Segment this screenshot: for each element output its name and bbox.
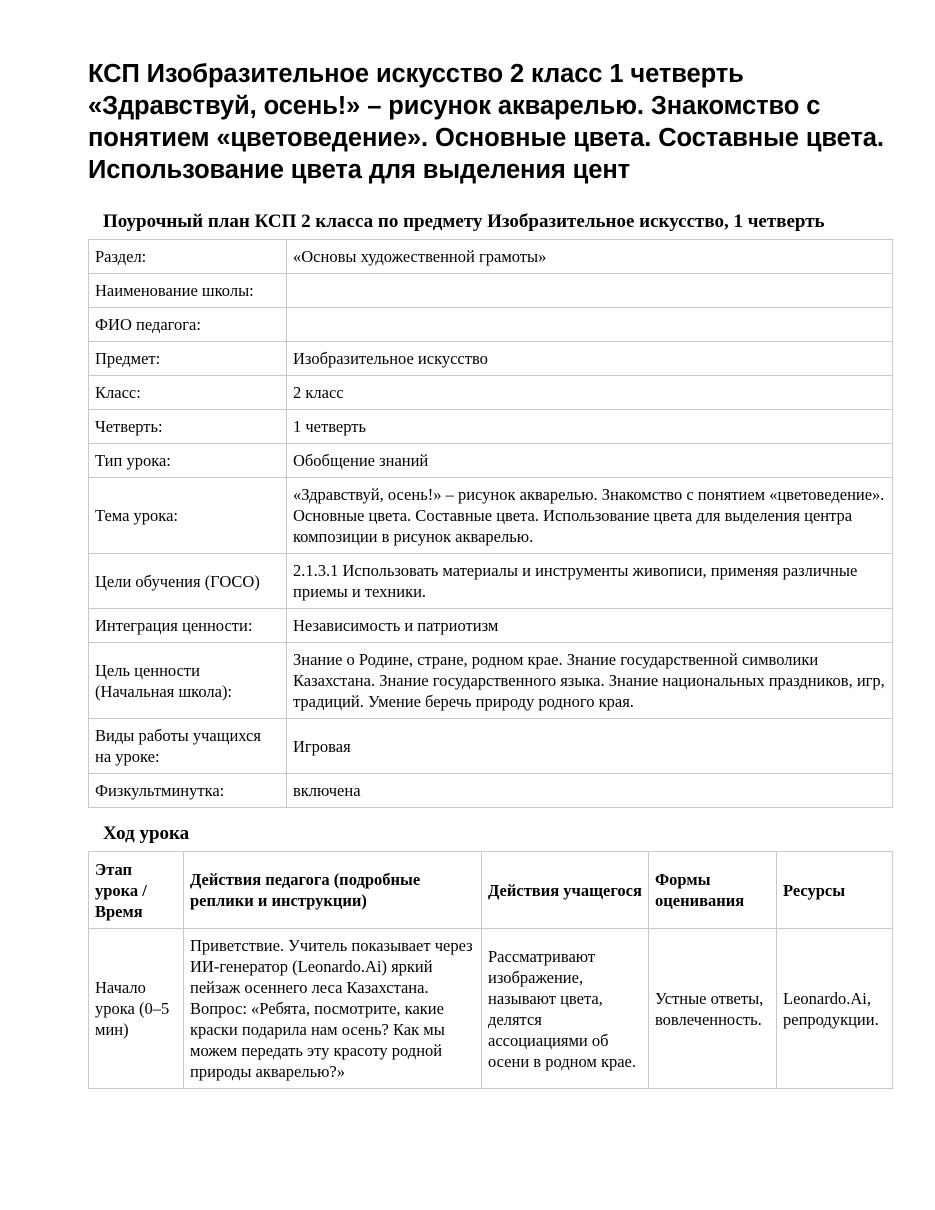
lesson-plan-table [88,851,893,1089]
table-row [89,478,893,554]
table-row [89,240,893,274]
column-header-stage: Этап урока / Время [89,852,184,929]
table-row [89,410,893,444]
info-value: Независимость и патриотизм [287,609,893,643]
info-label: Предмет: [89,342,287,376]
table-row [89,609,893,643]
info-label: Тип урока: [89,444,287,478]
info-value: Игровая [287,719,893,774]
column-header-teacher: Действия педагога (подробные реплики и инструкции) [184,852,482,929]
info-value: 2.1.3.1 Использовать материалы и инструменты живописи, применяя различные приемы и техники. [287,554,893,609]
page-title: КСП Изобразительное искусство 2 класс 1 четверть «Здравствуй, осень!» – рисунок акварелью. Знакомство с понятием «цветоведение». Основные цвета. Составные цвета. Использование цвета для выделения цент [88,60,884,184]
column-header-student: Действия учащегося [482,852,649,929]
table-row [89,643,893,719]
info-label: Интеграция ценности: [89,609,287,643]
table-row [89,929,893,1089]
table-row [89,376,893,410]
info-label: Физкультминутка: [89,774,287,808]
plan-cell-resources: Leonardo.Ai, репродукции. [777,929,893,1089]
info-label: Цели обучения (ГОСО) [89,554,287,609]
info-label: Цель ценности (Начальная школа): [89,643,287,719]
info-value: 1 четверть [287,410,893,444]
info-label: Четверть: [89,410,287,444]
table-row [89,444,893,478]
info-label: Виды работы учащихся на уроке: [89,719,287,774]
info-label: Класс: [89,376,287,410]
info-label: Тема урока: [89,478,287,554]
table-header-row [89,852,893,929]
lesson-info-table [88,239,893,808]
info-value: Изобразительное искусство [287,342,893,376]
plan-cell-assessment: Устные ответы, вовлеченность. [649,929,777,1089]
document-page [88,58,893,1089]
table-row [89,774,893,808]
column-header-resources: Ресурсы [777,852,893,929]
info-label: Наименование школы: [89,274,287,308]
info-value: Обобщение знаний [287,444,893,478]
info-label: Раздел: [89,240,287,274]
plan-subtitle: Поурочный план КСП 2 класса по предмету Изобразительное искусство, 1 четверть [103,211,825,232]
info-value [287,274,893,308]
column-header-assessment: Формы оценивания [649,852,777,929]
table-row [89,342,893,376]
table-row [89,274,893,308]
lesson-progress-heading: Ход урока [103,823,190,844]
table-row [89,308,893,342]
info-value [287,308,893,342]
plan-cell-teacher: Приветствие. Учитель показывает через ИИ-генератор (Leonardo.Ai) яркий пейзаж осеннего леса Казахстана. Вопрос: «Ребята, посмотрите, какие краски подарила нам осень? Как мы можем передать эту красоту родной природы акварелью?» [184,929,482,1089]
info-label: ФИО педагога: [89,308,287,342]
info-value: 2 класс [287,376,893,410]
plan-cell-stage: Начало урока (0–5 мин) [89,929,184,1089]
table-row [89,554,893,609]
table-row [89,719,893,774]
info-value: включена [287,774,893,808]
plan-cell-student: Рассматривают изображение, называют цвета, делятся ассоциациями об осени в родном крае. [482,929,649,1089]
info-value: «Основы художественной грамоты» [287,240,893,274]
info-value: Знание о Родине, стране, родном крае. Знание государственной символики Казахстана. Знание государственного языка. Знание национальных праздников, игр, традиций. Умение беречь природу родного края. [287,643,893,719]
info-value: «Здравствуй, осень!» – рисунок акварелью. Знакомство с понятием «цветоведение». Основные цвета. Составные цвета. Использование цвета для выделения центра композиции в рисунок акварелью. [287,478,893,554]
